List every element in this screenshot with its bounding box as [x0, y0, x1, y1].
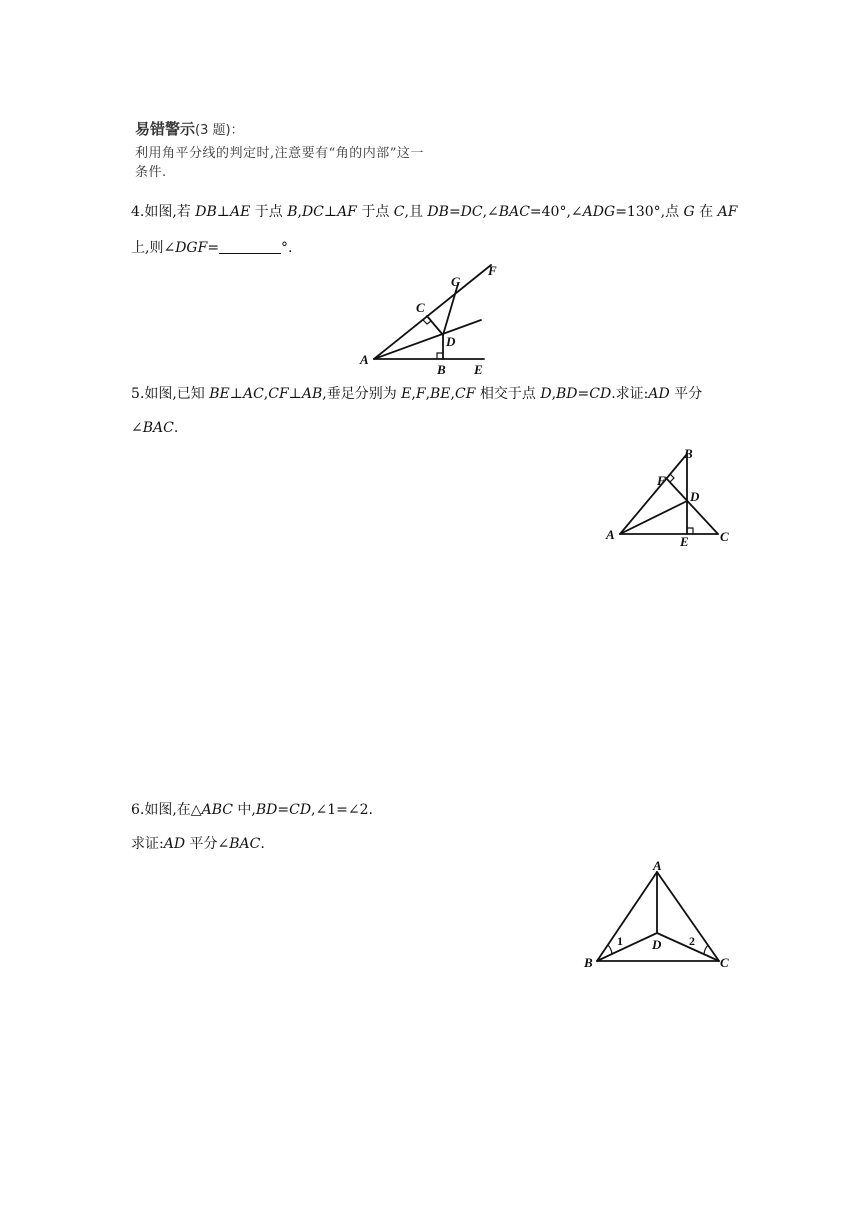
- q6-line2-suffix: .: [260, 836, 265, 852]
- q4-t0: 4.如图,若: [131, 204, 196, 220]
- angle-arc-1: [608, 945, 612, 954]
- label-a: A: [360, 352, 369, 367]
- line-af: [374, 265, 491, 359]
- q5-t6: ⊥: [288, 386, 302, 402]
- label-c: C: [720, 955, 729, 970]
- q4-t8: ⊥: [323, 204, 338, 220]
- label-c: C: [720, 529, 729, 544]
- label-angle-1: 1: [617, 934, 623, 948]
- q4-t23: AF: [717, 204, 738, 220]
- q5-t20: =: [577, 386, 590, 402]
- label-f: F: [657, 473, 666, 488]
- figure-q6: [580, 858, 740, 974]
- q5-t19: BD: [556, 386, 578, 402]
- q4-t1: DB: [195, 204, 217, 220]
- label-b: B: [437, 362, 446, 377]
- q5-t24: 平分: [669, 386, 703, 402]
- label-a: A: [653, 858, 662, 873]
- figure-q4: [350, 258, 520, 378]
- q6-line1-bd: BD: [255, 802, 278, 818]
- question-5-line2: [131, 418, 178, 438]
- angle-arc-2: [704, 945, 708, 954]
- label-g: G: [451, 274, 461, 289]
- question-6-line2: [131, 834, 265, 854]
- q5-t21: CD: [589, 386, 612, 402]
- q4-t7: DC: [301, 204, 324, 220]
- label-d: D: [446, 334, 456, 349]
- warning-title: [135, 118, 244, 139]
- line-ab: [620, 454, 687, 534]
- q4-t22: 在: [694, 204, 718, 220]
- q5-line2-var: BAC: [142, 420, 174, 436]
- q4-t17: BAC: [498, 204, 530, 220]
- q4-line2-prefix: 上,则∠: [131, 240, 176, 256]
- q5-t23: AD: [648, 386, 670, 402]
- q6-line2-ad: AD: [163, 836, 186, 852]
- q4-t15: DC: [460, 204, 483, 220]
- q4-t3: AE: [229, 204, 251, 220]
- label-angle-2: 2: [689, 934, 695, 948]
- q5-t7: AB: [301, 386, 323, 402]
- line-cf: [666, 478, 718, 534]
- q4-line2-suffix: °.: [281, 240, 293, 256]
- q5-t18: ,: [551, 386, 557, 402]
- q5-t12: ,: [425, 386, 431, 402]
- q4-t21: G: [683, 204, 695, 220]
- warning-body: [135, 144, 495, 182]
- q5-t15: CF: [454, 386, 476, 402]
- q4-t13: DB: [427, 204, 449, 220]
- label-e: E: [680, 534, 689, 549]
- label-d: D: [652, 937, 662, 952]
- label-e: E: [474, 362, 483, 377]
- q4-t9: AF: [337, 204, 357, 220]
- q5-line2-prefix: ∠: [131, 420, 143, 436]
- q4-t5: B: [287, 204, 298, 220]
- q5-t5: CF: [268, 386, 289, 402]
- q5-t22: .求证:: [611, 386, 649, 402]
- q6-line1-prefix: 6.如图,在△: [131, 802, 202, 818]
- q4-t6: ,: [297, 204, 302, 220]
- line-dg: [443, 284, 458, 335]
- question-4-line2: [131, 238, 293, 258]
- q6-line2-prefix: 求证:: [131, 836, 164, 852]
- warning-body-line1: 利用角平分线的判定时,注意要有“角的内部”这一: [135, 146, 424, 161]
- q4-t18: =40°,∠: [529, 204, 583, 220]
- q5-t3: AC: [242, 386, 264, 402]
- q6-line1-eq: =: [277, 802, 290, 818]
- q5-line2-suffix: .: [173, 420, 179, 436]
- q6-line1-cd: CD: [289, 802, 312, 818]
- q6-line2-mid: 平分∠: [185, 836, 230, 852]
- q5-t11: F: [415, 386, 426, 402]
- q4-t10: 于点: [356, 204, 394, 220]
- question-6-line1: [131, 800, 373, 820]
- question-4-line1: [131, 202, 741, 222]
- q5-t4: ,: [263, 386, 269, 402]
- right-angle-f: [670, 474, 674, 482]
- q5-t16: 相交于点: [475, 386, 541, 402]
- figure-q5: [600, 444, 740, 550]
- q6-line1-mid: 中,: [232, 802, 256, 818]
- label-a: A: [606, 527, 615, 542]
- label-d: D: [690, 489, 700, 504]
- label-f: F: [488, 263, 497, 278]
- label-b: B: [684, 446, 693, 461]
- q6-line1-abc: ABC: [201, 802, 233, 818]
- answer-blank[interactable]: [219, 239, 281, 254]
- q4-t19: ADG: [582, 204, 616, 220]
- q4-t20: =130°,点: [615, 204, 684, 220]
- q5-t14: ,: [450, 386, 455, 402]
- q4-t4: 于点: [250, 204, 288, 220]
- q4-t12: ,且: [404, 204, 428, 220]
- warning-body-line2: 条件.: [135, 165, 167, 180]
- q4-line2-eq: =: [207, 240, 220, 256]
- q4-t16: ,∠: [482, 204, 499, 220]
- line-ad-extended: [374, 320, 481, 359]
- q4-t14: =: [448, 204, 461, 220]
- q5-t17: D: [540, 386, 552, 402]
- q6-line2-bac: BAC: [229, 836, 261, 852]
- warning-title-text: 易错警示: [135, 120, 196, 138]
- q5-t9: E: [401, 386, 412, 402]
- q5-t10: ,: [411, 386, 416, 402]
- q5-t13: BE: [430, 386, 451, 402]
- q5-t2: ⊥: [229, 386, 243, 402]
- label-c: C: [416, 300, 425, 315]
- q6-line1-rest: ,∠1=∠2.: [311, 802, 373, 818]
- warning-title-suffix: (3 题)：: [195, 123, 244, 138]
- label-b: B: [584, 955, 593, 970]
- line-ad: [620, 501, 687, 534]
- q4-line2-var: DGF: [175, 240, 208, 256]
- line-dc: [427, 316, 443, 335]
- q4-t11: C: [393, 204, 405, 220]
- q5-t1: BE: [209, 386, 230, 402]
- q5-t0: 5.如图,已知: [131, 386, 210, 402]
- question-5-line1: [131, 384, 741, 404]
- q4-t2: ⊥: [216, 204, 230, 220]
- q5-t8: ,垂足分别为: [322, 386, 402, 402]
